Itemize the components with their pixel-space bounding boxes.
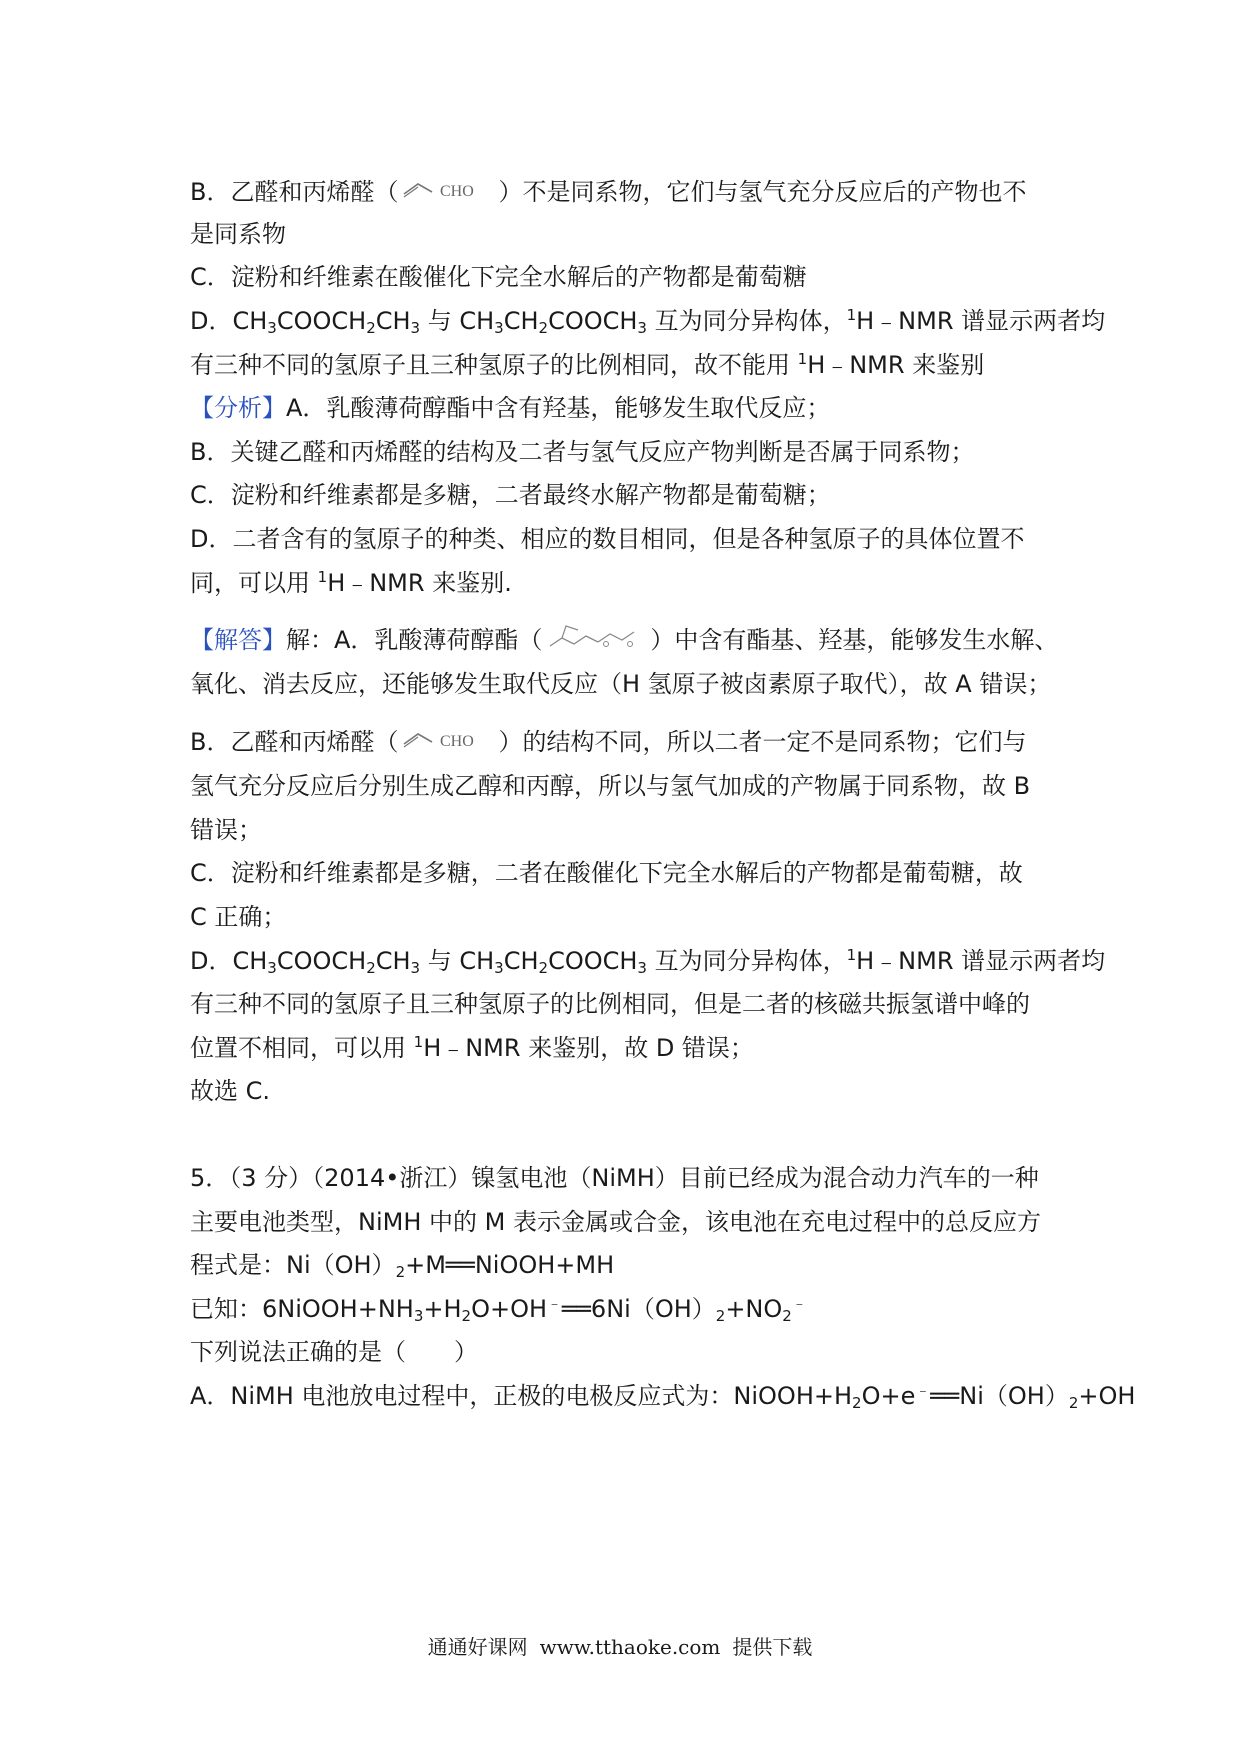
q5-line-1: 5．（3 分）（2014•浙江）镍氢电池（NiMH）目前已经成为混合动力汽车的一种 — [190, 1164, 1039, 1192]
answer-line-a-1: 【解答】解：A．乳酸薄荷醇酯（ ）中含有酯基、羟基，能够发生水解、 — [190, 620, 1060, 660]
analysis-line-a: 【分析】A．乳酸薄荷醇酯中含有羟基，能够发生取代反应； — [190, 394, 831, 422]
q5-line-2: 主要电池类型，NiMH 中的 M 表示金属或合金，该电池在充电过程中的总反应方 — [190, 1208, 1041, 1236]
acrolein-structure-image-2 — [400, 722, 496, 768]
footer-note: 提供下载 — [732, 1635, 813, 1659]
analysis-line-d-2: 同，可以用 $^1$H﹣NMR 来鉴别. — [190, 568, 512, 597]
option-d-line-1: D．$CH_3COOCH_2CH_3$ 与 $CH_3CH_2COOCH_3$ 互为同分异构体，$^1$H﹣NMR 谱显示两者均 — [190, 306, 1106, 337]
footer-site-name: 通通好课网 — [427, 1635, 528, 1659]
answer-line-b-3: 错误； — [190, 816, 262, 844]
answer-line-b-2: 氢气充分反应后分别生成乙醇和丙醇，所以与氢气加成的产物属于同系物，故 B — [190, 772, 1031, 800]
page-footer — [0, 1632, 1240, 1662]
acrolein-structure-image — [400, 172, 496, 218]
option-b-line-1: B．乙醛和丙烯醛（ CHO ）不是同系物，它们与氢气充分反应后的产物也不 — [190, 172, 1060, 212]
answer-line-c-2: C 正确； — [190, 903, 287, 931]
answer-line-d-3: 位置不相同，可以用 $^1$H﹣NMR 来鉴别，故 D 错误； — [190, 1033, 754, 1062]
q5-line-3: 程式是：$Ni(OH)_2+M══NiOOH+MH$ — [190, 1251, 615, 1281]
answer-line-d-2: 有三种不同的氢原子且三种氢原子的比例相同，但是二者的核磁共振氢谱中峰的 — [190, 990, 1030, 1018]
option-c-line: C．淀粉和纤维素在酸催化下完全水解后的产物都是葡萄糖 — [190, 263, 807, 291]
footer-url[interactable]: www.tthaoke.com — [539, 1635, 721, 1659]
answer-line-c-1: C．淀粉和纤维素都是多糖，二者在酸催化下完全水解后的产物都是葡萄糖，故 — [190, 859, 1023, 887]
acrolein-cho-label-2: CHO — [440, 733, 475, 750]
analysis-line-c: C．淀粉和纤维素都是多糖，二者最终水解产物都是葡萄糖； — [190, 481, 831, 509]
answer-tag: 【解答】 — [190, 626, 286, 654]
answer-line-d-1: D．$CH_3COOCH_2CH_3$ 与 $CH_3CH_2COOCH_3$ 互为同分异构体，$^1$H﹣NMR 谱显示两者均 — [190, 946, 1106, 977]
option-b-line-2: 是同系物 — [190, 220, 286, 248]
q5-option-a: A．NiMH 电池放电过程中，正极的电极反应式为：$NiOOH+H_2O+e^﹣══Ni(OH)_2+OH$ — [190, 1381, 1136, 1412]
analysis-line-d-1: D．二者含有的氢原子的种类、相应的数目相同，但是各种氢原子的具体位置不 — [190, 525, 1025, 553]
analysis-line-b: B．关键乙醛和丙烯醛的结构及二者与氢气反应产物判断是否属于同系物； — [190, 438, 975, 466]
acrolein-cho-label: CHO — [440, 183, 475, 200]
q5-prompt: 下列说法正确的是（ ） — [190, 1338, 478, 1366]
menthyl-lactate-structure-image — [544, 620, 648, 666]
option-d-line-2: 有三种不同的氢原子且三种氢原子的比例相同，故不能用 $^1$H﹣NMR 来鉴别 — [190, 350, 985, 379]
answer-line-b-1: B．乙醛和丙烯醛（ CHO ）的结构不同，所以二者一定不是同系物；它们与 — [190, 722, 1060, 762]
answer-final: 故选 C. — [190, 1077, 271, 1105]
answer-line-a-2: 氧化、消去反应，还能够发生取代反应（H 氢原子被卤素原子取代），故 A 错误； — [190, 670, 1052, 698]
q5-known-equation: 已知：$6NiOOH+NH_3+H_2O+OH^﹣══6Ni(OH)_2+NO_2^﹣$ — [190, 1294, 807, 1325]
analysis-tag: 【分析】 — [190, 394, 286, 422]
